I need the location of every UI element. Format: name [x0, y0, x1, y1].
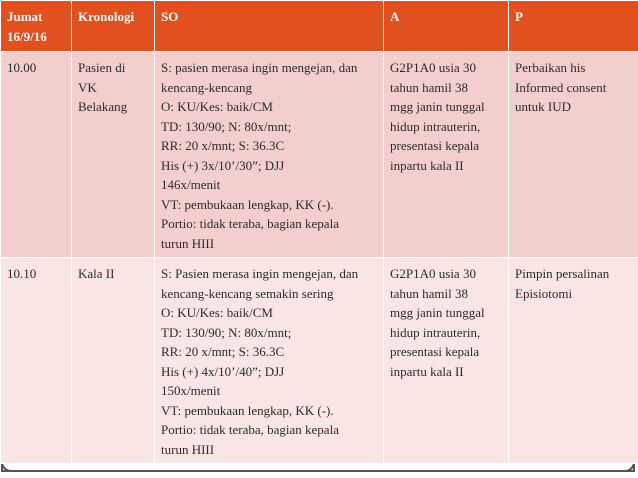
- cell-line: turun HIII: [161, 441, 215, 457]
- cell-line: kencang-kencang: [161, 79, 252, 95]
- cell-line: 146x/menit: [161, 177, 221, 192]
- cell-line: RR: 20 x/mnt; S: 36.3C: [161, 138, 285, 153]
- cell-kronologi: [72, 258, 155, 464]
- cell-line: presentasi kepala: [390, 344, 480, 359]
- cell-line: Kala II: [78, 266, 115, 281]
- table-header-row: [1, 1, 638, 52]
- cell-line: O: KU/Kes: baik/CM: [161, 99, 273, 114]
- cell-line: turun HIII: [161, 235, 215, 251]
- cell-p: [509, 258, 638, 464]
- cell-line: VT: pembukaan lengkap, KK (-).: [161, 402, 334, 418]
- cell-line: inpartu kala II: [390, 157, 464, 173]
- cell-line: VK: [78, 79, 97, 95]
- cell-so: [155, 258, 384, 464]
- header-a: A: [384, 1, 509, 52]
- cell-line: mgg janin tunggal: [390, 305, 485, 320]
- cell-line: tahun hamil 38: [390, 79, 468, 95]
- cell-line: O: KU/Kes: baik/CM: [161, 305, 273, 320]
- cell-line: TD: 130/90; N: 80x/mnt;: [161, 118, 292, 134]
- cell-line: untuk IUD: [515, 99, 571, 114]
- cell-line: presentasi kepala: [390, 138, 480, 153]
- cell-line: 150x/menit: [161, 383, 221, 398]
- cell-line: VT: pembukaan lengkap, KK (-).: [161, 196, 334, 212]
- header-so: SO: [155, 1, 384, 52]
- header-jam: [1, 1, 72, 52]
- cell-line: mgg janin tunggal: [390, 99, 485, 114]
- table-row: [1, 52, 638, 258]
- cell-line: hidup intrauterin,: [390, 118, 481, 134]
- cell-line: Portio: tidak teraba, bagian kepala: [161, 216, 339, 231]
- table-row: [1, 258, 638, 464]
- cell-line: His (+) 3x/10’/30”; DJJ: [161, 157, 285, 173]
- header-p: P: [509, 1, 638, 52]
- cell-line: Belakang: [78, 99, 128, 114]
- cell-kronologi: [72, 52, 155, 258]
- cell-line: Pimpin persalinan: [515, 266, 610, 281]
- cell-jam: 10.10: [1, 258, 72, 464]
- header-jam-day: Jumat: [7, 9, 43, 24]
- cell-line: S: pasien merasa ingin mengejan, dan: [161, 60, 358, 75]
- cell-line: tahun hamil 38: [390, 285, 468, 301]
- cell-so: [155, 52, 384, 258]
- cell-line: His (+) 4x/10’/40”; DJJ: [161, 363, 285, 379]
- cell-line: Portio: tidak teraba, bagian kepala: [161, 422, 339, 437]
- cell-line: Perbaikan his: [515, 60, 586, 75]
- header-kronologi: Kronologi: [72, 1, 155, 52]
- cell-line: G2P1A0 usia 30: [390, 266, 476, 281]
- frame-border-bottom: [1, 470, 635, 472]
- cell-line: Pasien di: [78, 60, 126, 75]
- cell-jam: 10.00: [1, 52, 72, 258]
- cell-line: Informed consent: [515, 79, 607, 95]
- cell-line: Episiotomi: [515, 285, 573, 301]
- cell-a: [384, 52, 509, 258]
- cell-p: [509, 52, 638, 258]
- cell-line: G2P1A0 usia 30: [390, 60, 476, 75]
- header-jam-date: 16/9/16: [7, 29, 47, 44]
- cell-a: [384, 258, 509, 464]
- cell-line: kencang-kencang semakin sering: [161, 285, 334, 301]
- cell-line: TD: 130/90; N: 80x/mnt;: [161, 324, 292, 340]
- cell-line: hidup intrauterin,: [390, 324, 481, 340]
- cell-line: RR: 20 x/mnt; S: 36.3C: [161, 344, 285, 359]
- cell-line: S: Pasien merasa ingin mengejan, dan: [161, 266, 359, 281]
- cell-line: inpartu kala II: [390, 363, 464, 379]
